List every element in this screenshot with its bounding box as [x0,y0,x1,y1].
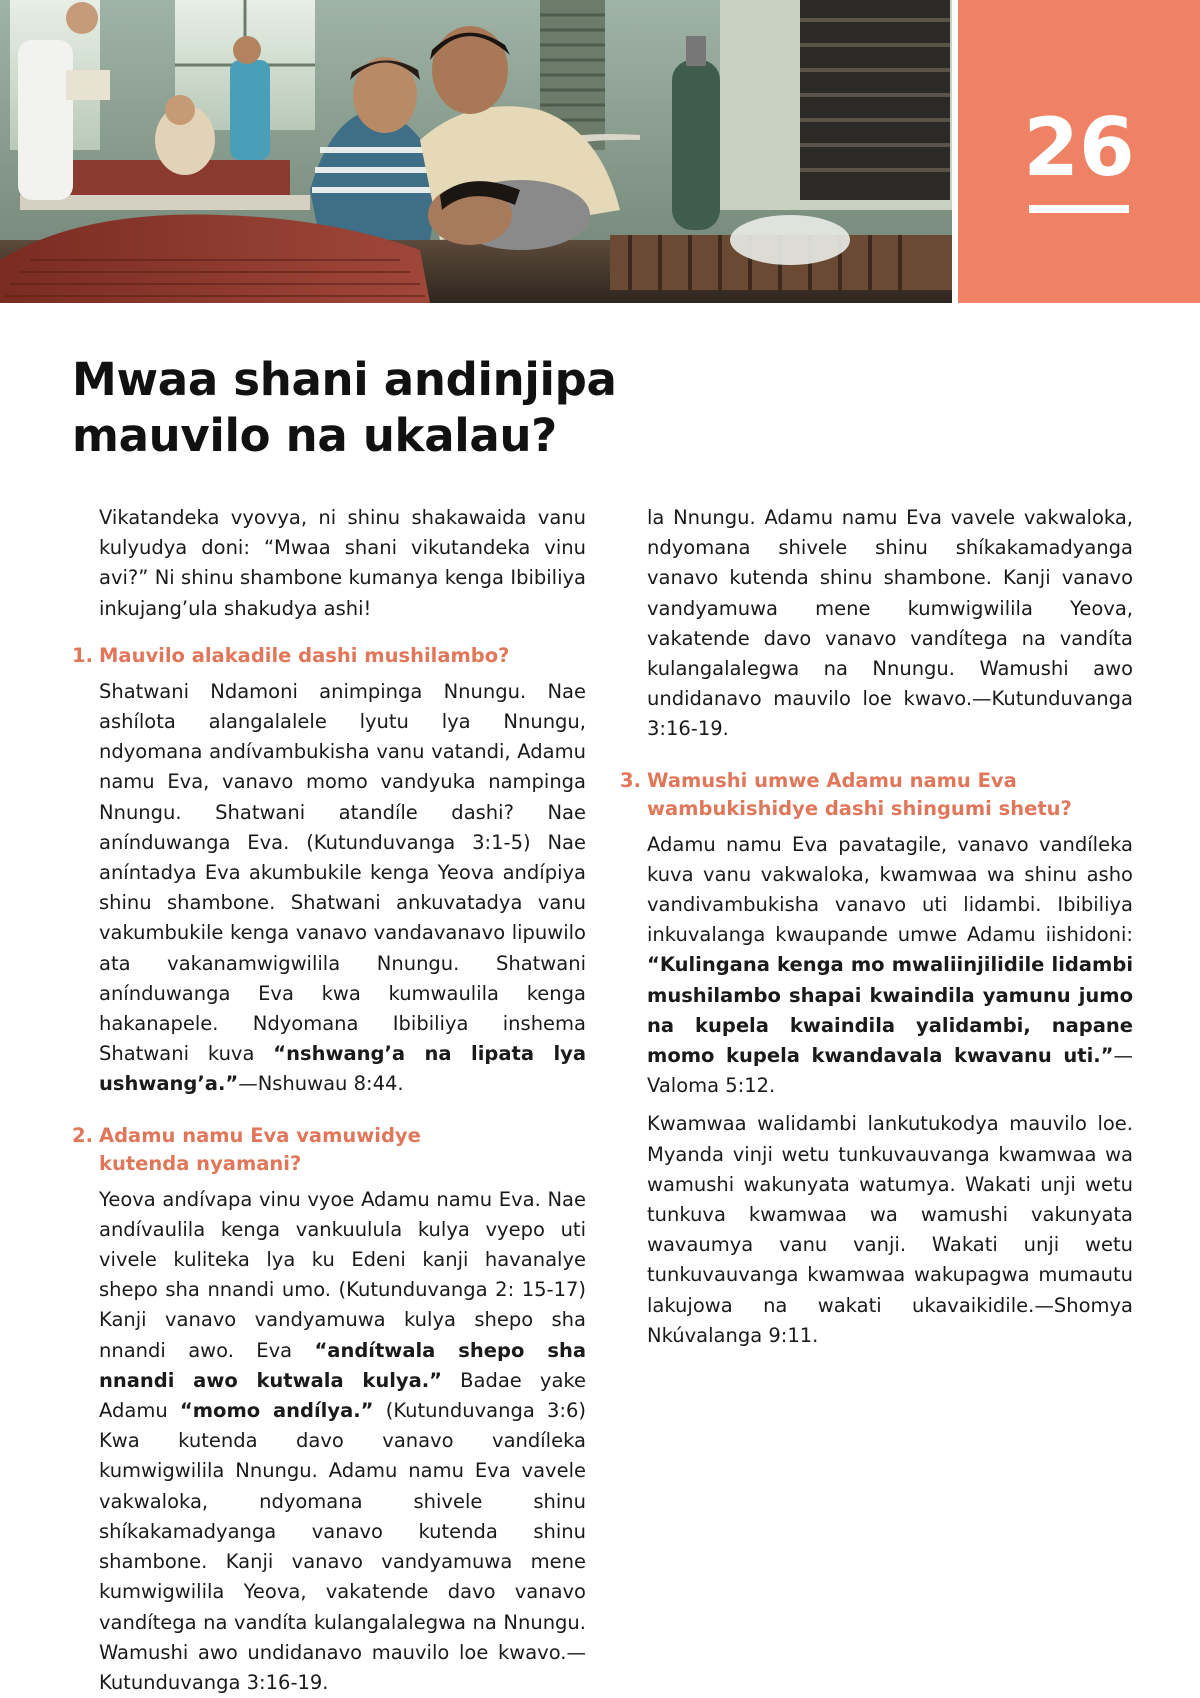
section-3-number: 3. [620,768,641,792]
section-1-question [72,642,586,670]
section-2-question-line-1: Adamu namu Eva vamuwidye [99,1123,421,1147]
section-1-question-text: Mauvilo alakadile dashi mushilambo? [99,643,510,667]
section-3-paragraph-1 [620,830,1133,1102]
section-3-text: Adamu namu Eva pavatagile, vanavo vandíleka kuva vanu vakwaloka, kwamwaa wa shinu asho vandivambukisha vanavo uti lidambi. Ibibiliya inkuvalanga kwaupande umwe Adamu iishidoni: [647,832,1133,947]
section-2-paragraph-continued: la Nnungu. Adamu namu Eva vavele vakwaloka, ndyomana shivele shinu shíkakamadyanga vanavo kutenda shinu shambone. Kanji vanavo vandyamuwa mene kumwigwilila Yeova, vakatende davo vanavo vandítega na vandíta kulangalalegwa na Nnungu. Wamushi awo undidanavo mauvilo loe kwavo.—Kutunduvanga 3:16-19. [647,506,1133,741]
right-column [620,503,1133,1351]
hospital-scene-image [0,0,952,303]
lesson-number: 26 [1023,101,1135,194]
intro-paragraph: Vikatandeka vyovya, ni shinu shakawaida vanu kulyudya doni: “Mwaa shani vikutandeka vinu avi?” Ni shinu shambone kumanya kenga Ibibiliya inkujang’ula shakudya ashi! [99,506,586,620]
page-title-line-1: Mwaa shani andinjipa [72,353,617,406]
section-2-text-mid: Badae yake Adamu [99,1368,586,1423]
section-2-number: 2. [72,1123,93,1147]
section-3-question [620,767,1133,823]
section-3-citation: —Valoma 5:12. [647,1044,1133,1098]
section-2-question-line-2: kutenda nyamani? [99,1151,302,1175]
section-3-question-line-2: wambukishidye dashi shingumi shetu? [647,796,1072,820]
section-2-quote-1: “andítwala shepo sha nnandi awo kutwala kulya.” [99,1338,586,1392]
page-title [72,352,772,464]
section-1-paragraph [72,677,586,1100]
section-1-text: Shatwani Ndamoni animpinga Nnungu. Nae ashílota alangalalele lyutu lya Nnungu, ndyomana andívambukisha vanu vatandi, Adamu namu Eva, vanavo momo vandyuka nampinga Nnungu. Shatwani atandíle dashi? Nae anínduwanga Eva. (Kutunduvanga 3:1-5) Nae aníntadya Eva akumbukile kenga Yeova andípiya shinu shambone. Shatwani ankuvatadya vanu vakumbukile kenga vanavo vandavanavo lipuwilo ata vakanamwigwilila Nnungu. Shatwani anínduwanga Eva kwa kumwaulila kenga hakanapele. Ndyomana Ibibiliya inshema Shatwani kuva [99,679,586,1066]
section-2-question [72,1122,586,1178]
hero-photo [0,0,952,303]
section-1-number: 1. [72,643,93,667]
section-2-quote-2: “momo andílya.” [179,1399,374,1423]
lesson-number-underline [1029,205,1129,213]
section-2-paragraph [72,1185,586,1694]
section-2-text-end-left: (Kutunduvanga 3:6) Kwa kutenda davo vanavo vandíleka kumwigwilila Nnungu. Adamu namu Eva vavele vakwaloka, ndyomana shivele shinu shíkakamadyanga vanavo kutenda shinu shambone. Kanji vanavo vandyamuwa mene kumwigwilila Yeova, vakatende davo vanavo vandítega na vandíta kulangalalegwa na Nnungu. Wamushi awo undidanavo mauvilo loe kwavo.—Kutunduvanga 3:16-19. [99,1399,586,1694]
section-2-text-start: Yeova andívapa vinu vyoe Adamu namu Eva. Nae andívaulila kenga vankuulula kulya vyepo uti vivele kuliteka lya ku Edeni kanji havanalye shepo sha nnandi umo. (Kutunduvanga 2: 15-17) Kanji vanavo vandyamuwa kulya shepo sha nnandi awo. Eva [99,1187,586,1362]
section-1-citation: —Nshuwau 8:44. [238,1072,404,1096]
section-3-quote: “Kulingana kenga mo mwaliinjilidile lidambi mushilambo shapai kwaindila yamunu jumo na kupela kwaindila yalidambi, napane momo kupela kwandavala kwavanu uti.” [647,953,1133,1068]
left-column [72,503,586,1694]
section-1-quote: “nshwang’a na lipata lya ushwang’a.” [99,1042,586,1096]
section-3-paragraph-2: Kwamwaa walidambi lankutukodya mauvilo loe. Myanda vinji wetu tunkuvauvanga kwamwaa wa wamushi wakunyata watumya. Wakati unji wetu tunkuva kwamwaa wa wamushi vakunyata wavaumya vanu vanji. Wakati unji wetu tunkuvauvanga kwamwaa wakupagwa mumautu lakujowa na wakati ukavaikidile.—Shomya Nkúvalanga 9:11. [647,1112,1133,1347]
section-3-question-line-1: Wamushi umwe Adamu namu Eva [647,768,1017,792]
page-title-line-2: mauvilo na ukalau? [72,409,557,462]
lesson-number-box [958,0,1200,303]
